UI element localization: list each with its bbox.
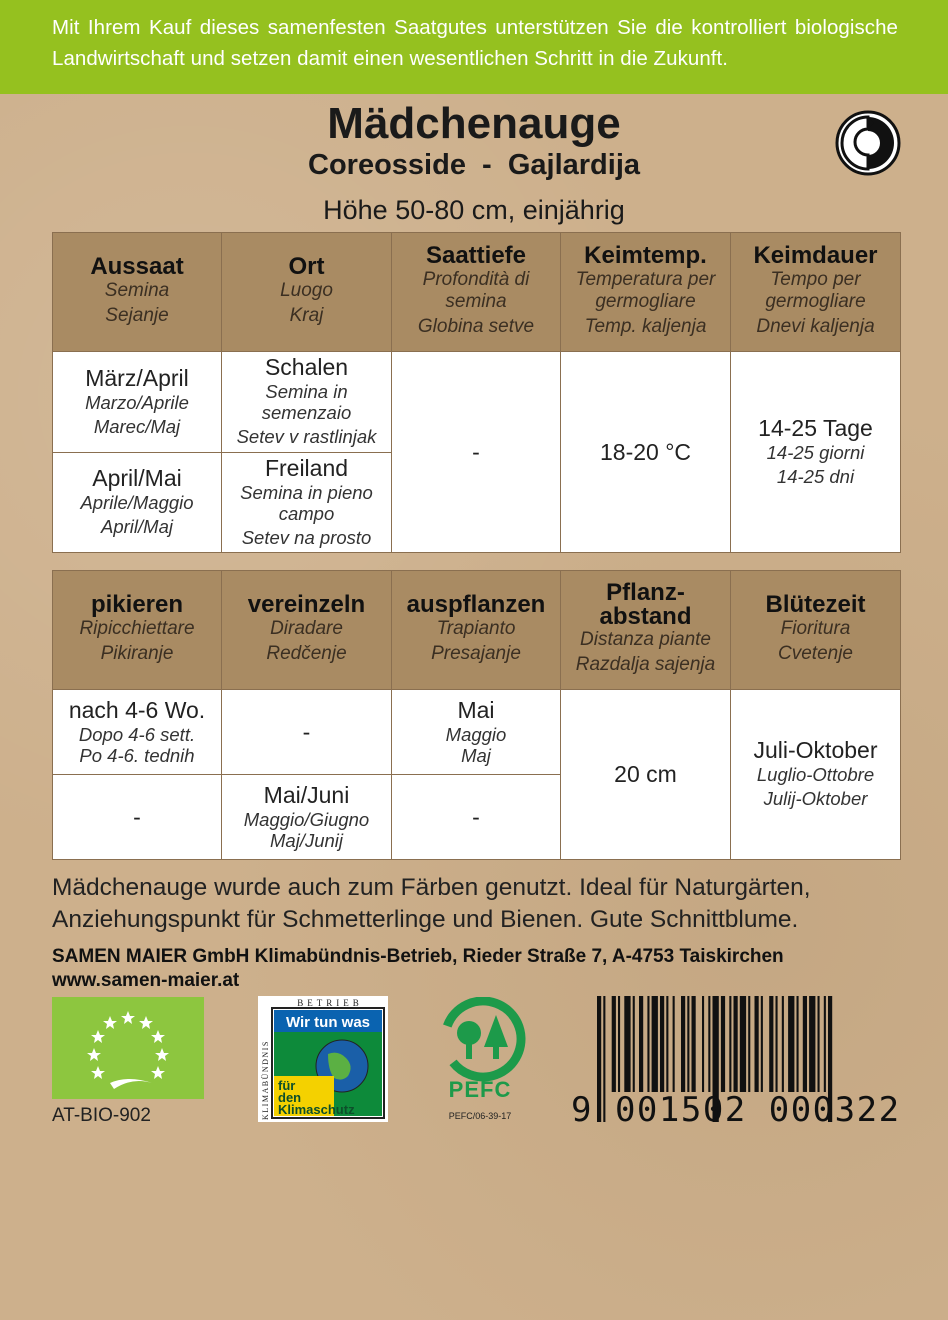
header-slovenian: Redčenje — [266, 643, 347, 664]
planting-table — [52, 570, 901, 860]
website-link[interactable]: www.samen-maier.at — [52, 970, 240, 991]
cell-ort-2 — [222, 453, 392, 553]
climate-text-fuer: für — [278, 1078, 296, 1093]
cell-italian: Luglio-Ottobre — [756, 764, 875, 785]
barcode-bar — [692, 996, 696, 1092]
header-aussaat — [53, 233, 222, 352]
cell-saattiefe — [392, 352, 561, 553]
barcode-bar — [809, 996, 815, 1092]
barcode-bar — [734, 996, 738, 1092]
cell-slovenian: Po 4-6. tednih — [79, 745, 195, 766]
header-italian: Distanza piante — [580, 629, 711, 650]
cell-main: Freiland — [264, 454, 349, 481]
cell-main: 20 cm — [614, 761, 677, 787]
barcode-bar — [618, 996, 620, 1092]
cell-slovenian: Setev na prosto — [241, 526, 372, 548]
cell-main: 14-25 Tage — [758, 414, 873, 441]
cell-main: Juli-Oktober — [753, 737, 878, 763]
barcode-bar — [803, 996, 807, 1092]
cell-main: - — [302, 718, 311, 745]
barcode-bar — [788, 996, 794, 1092]
cell-vereinzeln-1 — [222, 690, 392, 775]
header-pikieren — [53, 571, 222, 690]
cell-slovenian: Julij-Oktober — [763, 788, 868, 809]
cell-ort-1 — [222, 352, 392, 453]
top-notice-text: Mit Ihrem Kauf dieses samenfesten Saatgutes unterstützen Sie die kontrolliert biologische Landwirtschaft und setzen damit einen wesentlichen Schritt in die Zukunft. — [52, 16, 898, 70]
company-address: SAMEN MAIER GmbH Klimabündnis-Betrieb, Rieder Straße 7, A-4753 Taiskirchen — [52, 946, 784, 967]
sowing-table — [52, 232, 901, 553]
table-row — [53, 352, 901, 453]
cell-slovenian: Maj — [461, 745, 491, 766]
cell-italian: Dopo 4-6 sett. — [78, 724, 196, 745]
barcode-bar — [776, 996, 778, 1092]
header-main: pikieren — [90, 591, 184, 618]
header-main: auspflanzen — [406, 591, 546, 618]
cell-main: 18-20 °C — [599, 438, 692, 465]
cell-italian: Semina in pieno campo — [240, 481, 373, 524]
barcode-bar — [612, 996, 616, 1092]
header-main: vereinzeln — [247, 591, 366, 618]
pefc-code: PEFC/06-39-17 — [448, 1111, 512, 1121]
cell-italian: Maggio/Giugno — [243, 809, 370, 830]
header-keimtemp — [561, 233, 731, 352]
header-italian: Tempo per germogliare — [765, 269, 866, 312]
barcode-bar — [702, 996, 704, 1092]
pefc-logo-icon — [436, 997, 530, 1125]
barcode-bar — [797, 996, 799, 1092]
header-saattiefe — [392, 233, 561, 352]
header-main: Saattiefe — [425, 242, 527, 269]
barcode-bar — [748, 996, 750, 1092]
cell-main: Mai/Juni — [263, 782, 350, 808]
cell-pikieren-2 — [53, 775, 222, 860]
header-italian: Trapianto — [436, 618, 516, 639]
table-row — [53, 690, 901, 775]
height-info: Höhe 50-80 cm, einjährig — [323, 195, 625, 225]
barcode-bar — [769, 996, 773, 1092]
cell-main: - — [133, 803, 141, 830]
cell-main: April/Mai — [92, 465, 182, 491]
barcode-bar — [687, 996, 689, 1092]
header-auspflanzen — [392, 571, 561, 690]
header-main: Blütezeit — [765, 591, 866, 618]
header-pflanzabstand — [561, 571, 731, 690]
barcode-bar — [633, 996, 635, 1092]
cell-main: Mai — [457, 697, 495, 723]
cell-main: März/April — [85, 364, 189, 391]
climate-text-den: den — [278, 1090, 302, 1105]
cell-pflanzabstand — [561, 690, 731, 860]
cell-main: - — [472, 438, 480, 465]
barcode-bar — [652, 996, 658, 1092]
cell-italian: Aprile/Maggio — [80, 492, 194, 513]
header-keimdauer — [731, 233, 901, 352]
green-dot-recycle-icon — [834, 109, 902, 177]
header-main: Pflanz-abstand — [599, 579, 692, 630]
header-italian: Semina — [104, 280, 170, 301]
cell-main: nach 4-6 Wo. — [68, 697, 206, 723]
header-italian: Ripicchiettare — [79, 618, 195, 639]
cell-slovenian: Setev v rastlinjak — [236, 426, 377, 447]
barcode-bar — [681, 996, 685, 1092]
barcode-bar — [721, 996, 725, 1092]
header-main: Keimtemp. — [584, 242, 707, 269]
barcode-bar — [647, 996, 649, 1092]
header-slovenian: Razdalja sajenja — [575, 654, 716, 675]
cell-slovenian: 14-25 dni — [776, 465, 855, 487]
cell-slovenian: Maj/Junij — [270, 830, 343, 851]
barcode-bar — [755, 996, 759, 1092]
header-slovenian: Globina setve — [417, 316, 535, 337]
top-notice-banner — [0, 0, 948, 94]
cell-italian: Maggio — [445, 724, 507, 745]
cell-slovenian: April/Maj — [101, 516, 173, 537]
header-main: Aussaat — [90, 253, 184, 280]
climate-slogan: Wir tun was — [285, 1014, 371, 1031]
eu-organic-leaf-icon — [52, 997, 204, 1099]
climate-text-klimaschutz: Klimaschutz — [278, 1102, 355, 1117]
cell-aussaat-1 — [53, 352, 222, 453]
header-slovenian: Sejanje — [105, 305, 169, 326]
barcode-number: 9 001502 000322 — [571, 1090, 901, 1130]
cell-main: - — [472, 803, 480, 830]
cell-bluetezeit — [731, 690, 901, 860]
bio-code: AT-BIO-902 — [52, 1105, 151, 1126]
barcode-bar — [729, 996, 731, 1092]
header-italian: Temperatura per germogliare — [575, 269, 716, 312]
pefc-label: PEFC — [448, 1077, 512, 1102]
barcode-bar — [666, 996, 668, 1092]
cell-italian: Semina in semenzaio — [261, 381, 352, 423]
barcode-bar — [639, 996, 643, 1092]
cell-pikieren-1 — [53, 690, 222, 775]
cell-italian: Marzo/Aprile — [85, 391, 189, 413]
cell-keimdauer — [731, 352, 901, 553]
product-title: Mädchenauge — [327, 99, 621, 148]
barcode-bar — [708, 996, 710, 1092]
header-main: Ort — [288, 253, 325, 280]
climate-alliance-logo-icon — [258, 996, 388, 1122]
barcode-bar — [782, 996, 784, 1092]
header-italian: Diradare — [270, 618, 343, 639]
barcode-bar — [624, 996, 630, 1092]
cell-vereinzeln-2 — [222, 775, 392, 860]
header-vereinzeln — [222, 571, 392, 690]
product-subtitle: Coreosside - Gajlardija — [308, 149, 640, 181]
barcode-bar — [818, 996, 820, 1092]
header-slovenian: Temp. kaljenja — [584, 316, 707, 337]
barcode-bar — [660, 996, 664, 1092]
barcode-bar — [761, 996, 763, 1092]
header-slovenian: Kraj — [289, 305, 324, 326]
header-ort — [222, 233, 392, 352]
barcode-bar — [740, 996, 746, 1092]
barcode-bar — [824, 996, 826, 1092]
cell-italian: 14-25 giorni — [766, 441, 865, 463]
cell-auspflanzen-2 — [392, 775, 561, 860]
cell-auspflanzen-1 — [392, 690, 561, 775]
header-slovenian: Dnevi kaljenja — [756, 316, 875, 337]
header-slovenian: Presajanje — [431, 643, 521, 664]
cell-aussaat-2 — [53, 453, 222, 553]
climate-side-label: KLIMABÜNDNIS — [261, 1040, 270, 1120]
header-italian: Profondità di semina — [422, 269, 530, 312]
product-description: Mädchenauge wurde auch zum Färben genutzt. Ideal für Naturgärten, Anziehungspunkt für Schmetterlinge und Bienen. Gute Schnittblume. — [52, 874, 811, 933]
planting-table-header — [53, 571, 901, 690]
header-italian: Fioritura — [780, 618, 851, 639]
cell-slovenian: Marec/Maj — [93, 415, 181, 437]
cell-keimtemp — [561, 352, 731, 553]
header-italian: Luogo — [280, 280, 333, 301]
header-slovenian: Pikiranje — [100, 643, 174, 664]
sowing-table-header — [53, 233, 901, 352]
barcode-bar — [673, 996, 675, 1092]
header-slovenian: Cvetenje — [778, 643, 853, 664]
climate-top-label: BETRIEB — [297, 998, 363, 1008]
header-bluetezeit — [731, 571, 901, 690]
cell-main: Schalen — [264, 354, 349, 380]
header-main: Keimdauer — [753, 242, 878, 269]
